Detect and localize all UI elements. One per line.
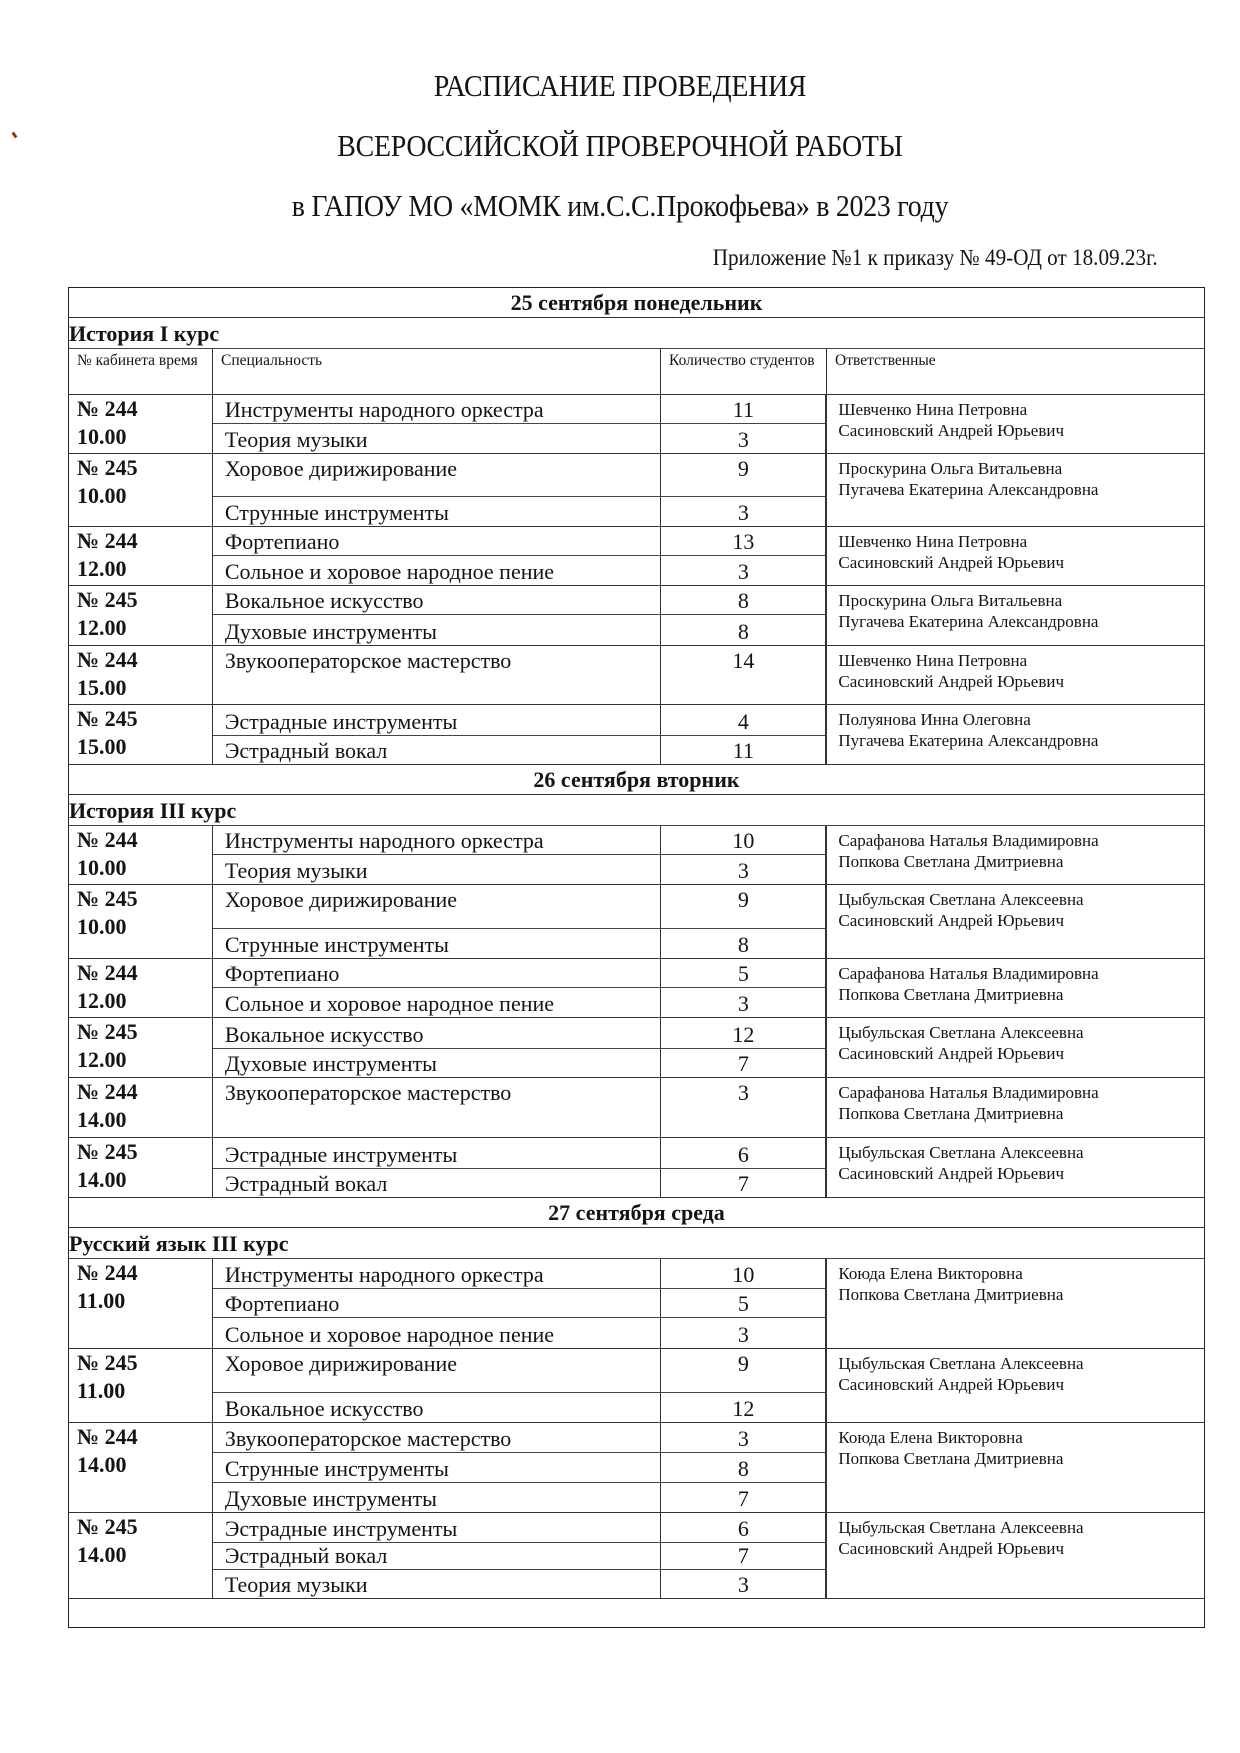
specialty-cell: Теория музыки (213, 424, 661, 453)
table-row (213, 497, 827, 526)
room-number: № 245 (77, 1514, 138, 1539)
room-number: № 245 (77, 1139, 138, 1164)
table-row (213, 1513, 827, 1543)
specialty-cell: Звукооператорское мастерство (213, 646, 661, 704)
responsible-person: Полуянова Инна Олеговна (838, 710, 1031, 729)
specialty-cell: Духовые инструменты (213, 1483, 661, 1512)
exam-time: 12.00 (77, 1047, 127, 1072)
table-row (213, 855, 827, 884)
responsible-cell (825, 646, 1204, 704)
student-count-cell: 3 (661, 424, 827, 453)
responsible-cell (825, 1138, 1204, 1197)
exam-time: 15.00 (77, 734, 127, 759)
student-count-cell: 11 (661, 736, 827, 764)
table-row (213, 736, 827, 764)
room-time-cell (69, 1138, 213, 1197)
schedule-group (69, 454, 1204, 527)
responsible-cell (825, 1259, 1204, 1348)
responsible-person: Цыбульская Светлана Алексеевна (838, 1518, 1084, 1537)
responsible-person: Пугачева Екатерина Александровна (838, 731, 1099, 750)
specialty-cell: Эстрадный вокал (213, 736, 661, 764)
responsible-cell (825, 1078, 1204, 1137)
room-time-cell (69, 826, 213, 884)
column-header-row (69, 349, 1204, 395)
room-time-cell (69, 646, 213, 704)
schedule-group (69, 646, 1204, 705)
specialty-rows (213, 1513, 827, 1598)
student-count-cell: 11 (661, 395, 827, 423)
room-time-cell (69, 586, 213, 645)
responsible-person: Цыбульская Светлана Алексеевна (838, 1023, 1084, 1042)
specialty-cell: Сольное и хоровое народное пение (213, 556, 661, 585)
specialty-cell: Эстрадный вокал (213, 1543, 661, 1569)
exam-subject-header: История I курс (69, 318, 1204, 349)
responsible-person: Попкова Светлана Дмитриевна (838, 1285, 1064, 1304)
schedule-group (69, 1423, 1204, 1513)
responsible-person: Сасиновский Андрей Юрьевич (838, 1375, 1065, 1394)
specialty-cell: Эстрадные инструменты (213, 1513, 661, 1542)
room-time-cell (69, 1078, 213, 1137)
specialty-cell: Теория музыки (213, 1570, 661, 1598)
room-number: № 244 (77, 528, 138, 553)
day-date-header: 25 сентября понедельник (69, 288, 1204, 318)
exam-time: 14.00 (77, 1542, 127, 1567)
schedule-group (69, 1018, 1204, 1078)
room-number: № 244 (77, 1079, 138, 1104)
room-time-cell (69, 1349, 213, 1422)
specialty-rows (213, 959, 827, 1017)
responsible-person: Пугачева Екатерина Александровна (838, 612, 1099, 631)
responsible-person: Сасиновский Андрей Юрьевич (838, 421, 1065, 440)
exam-time: 12.00 (77, 988, 127, 1013)
table-row (213, 705, 827, 736)
responsible-cell (825, 395, 1204, 453)
title-line-3: в ГАПОУ МО «МОМК им.С.С.Прокофьева» в 2023 году (291, 188, 949, 223)
specialty-cell: Хоровое дирижирование (213, 454, 661, 496)
exam-time: 14.00 (77, 1167, 127, 1192)
responsible-person: Сасиновский Андрей Юрьевич (838, 911, 1065, 930)
student-count-cell: 12 (661, 1018, 827, 1048)
responsible-person: Сарафанова Наталья Владимировна (838, 1083, 1099, 1102)
responsible-cell (825, 826, 1204, 884)
student-count-cell: 8 (661, 586, 827, 614)
table-row (213, 615, 827, 645)
room-number: № 245 (77, 1019, 138, 1044)
day-date-header: 26 сентября вторник (69, 765, 1204, 795)
room-number: № 245 (77, 455, 138, 480)
table-row (213, 395, 827, 424)
schedule-group (69, 586, 1204, 646)
schedule-group (69, 1138, 1204, 1198)
specialty-rows (213, 885, 827, 958)
student-count-cell: 3 (661, 497, 827, 526)
exam-time: 10.00 (77, 483, 127, 508)
schedule-group (69, 1259, 1204, 1349)
responsible-person: Цыбульская Светлана Алексеевна (838, 1354, 1084, 1373)
responsible-cell (825, 885, 1204, 958)
specialty-cell: Струнные инструменты (213, 929, 661, 958)
student-count-cell: 7 (661, 1049, 827, 1077)
schedule-group (69, 959, 1204, 1018)
responsible-person: Коюда Елена Викторовна (838, 1264, 1023, 1283)
exam-time: 14.00 (77, 1452, 127, 1477)
responsible-person: Шевченко Нина Петровна (838, 400, 1028, 419)
responsible-cell (825, 1349, 1204, 1422)
exam-time: 10.00 (77, 424, 127, 449)
student-count-cell: 3 (661, 988, 827, 1017)
room-time-cell (69, 527, 213, 585)
specialty-cell: Фортепиано (213, 1289, 661, 1317)
table-row (213, 1078, 827, 1137)
exam-subject-header: История III курс (69, 795, 1204, 826)
room-time-cell (69, 1259, 213, 1348)
specialty-cell: Инструменты народного оркестра (213, 826, 661, 854)
room-number: № 245 (77, 886, 138, 911)
schedule-days (69, 288, 1204, 1599)
specialty-cell: Эстрадные инструменты (213, 705, 661, 735)
schedule-group (69, 395, 1204, 454)
responsible-person: Проскурина Ольга Витальевна (838, 591, 1063, 610)
room-number: № 244 (77, 827, 138, 852)
specialty-rows (213, 527, 827, 585)
specialty-cell: Вокальное искусство (213, 586, 661, 614)
table-row (213, 1138, 827, 1169)
specialty-cell: Вокальное искусство (213, 1393, 661, 1422)
title-line-2: ВСЕРОССИЙСКОЙ ПРОВЕРОЧНОЙ РАБОТЫ (337, 128, 903, 163)
specialty-rows (213, 705, 827, 764)
responsible-person: Шевченко Нина Петровна (838, 532, 1028, 551)
responsible-person: Попкова Светлана Дмитриевна (838, 1449, 1064, 1468)
schedule-group (69, 826, 1204, 885)
room-time-cell (69, 395, 213, 453)
specialty-rows (213, 1078, 827, 1137)
responsible-person: Цыбульская Светлана Алексеевна (838, 890, 1084, 909)
specialty-cell: Фортепиано (213, 527, 661, 555)
student-count-cell: 9 (661, 454, 827, 496)
student-count-cell: 3 (661, 556, 827, 585)
student-count-cell: 7 (661, 1169, 827, 1197)
table-row (213, 527, 827, 556)
room-number: № 244 (77, 1260, 138, 1285)
schedule-group (69, 527, 1204, 586)
specialty-rows (213, 1423, 827, 1512)
table-row (213, 826, 827, 855)
exam-time: 15.00 (77, 675, 127, 700)
specialty-rows (213, 586, 827, 645)
responsible-cell (825, 586, 1204, 645)
table-row (213, 959, 827, 988)
table-row (213, 1349, 827, 1393)
specialty-cell: Сольное и хоровое народное пение (213, 1318, 661, 1348)
student-count-cell: 8 (661, 1453, 827, 1482)
specialty-rows (213, 454, 827, 526)
exam-time: 12.00 (77, 615, 127, 640)
exam-time: 12.00 (77, 556, 127, 581)
student-count-cell: 10 (661, 826, 827, 854)
student-count-cell: 6 (661, 1138, 827, 1168)
table-row (213, 1453, 827, 1483)
table-row (213, 1259, 827, 1289)
specialty-cell: Инструменты народного оркестра (213, 395, 661, 423)
specialty-rows (213, 1138, 827, 1197)
room-number: № 245 (77, 706, 138, 731)
student-count-cell: 8 (661, 615, 827, 645)
specialty-cell: Фортепиано (213, 959, 661, 987)
specialty-rows (213, 1259, 827, 1348)
specialty-rows (213, 395, 827, 453)
responsible-cell (825, 959, 1204, 1017)
table-row (213, 1483, 827, 1512)
specialty-cell: Струнные инструменты (213, 1453, 661, 1482)
specialty-cell: Струнные инструменты (213, 497, 661, 526)
student-count-cell: 7 (661, 1483, 827, 1512)
room-number: № 245 (77, 1350, 138, 1375)
room-time-cell (69, 705, 213, 764)
specialty-cell: Эстрадный вокал (213, 1169, 661, 1197)
exam-subject-header: Русский язык III курс (69, 1228, 1204, 1259)
responsible-cell (825, 1018, 1204, 1077)
specialty-cell: Сольное и хоровое народное пение (213, 988, 661, 1017)
responsible-person: Сасиновский Андрей Юрьевич (838, 1044, 1065, 1063)
student-count-cell: 5 (661, 1289, 827, 1317)
student-count-cell: 3 (661, 1318, 827, 1348)
student-count-cell: 9 (661, 1349, 827, 1392)
room-number: № 244 (77, 960, 138, 985)
responsible-person: Проскурина Ольга Витальевна (838, 459, 1063, 478)
room-time-cell (69, 885, 213, 958)
student-count-cell: 4 (661, 705, 827, 735)
student-count-cell: 12 (661, 1393, 827, 1422)
specialty-cell: Хоровое дирижирование (213, 1349, 661, 1392)
responsible-person: Сасиновский Андрей Юрьевич (838, 1539, 1065, 1558)
schedule-group (69, 1078, 1204, 1138)
responsible-person: Шевченко Нина Петровна (838, 651, 1028, 670)
schedule-group (69, 885, 1204, 959)
table-row (213, 424, 827, 453)
column-header-specialty: Специальность (213, 349, 661, 394)
schedule-group (69, 1349, 1204, 1423)
specialty-rows (213, 1018, 827, 1077)
room-time-cell (69, 1018, 213, 1077)
student-count-cell: 8 (661, 929, 827, 958)
table-row (213, 1289, 827, 1318)
responsible-person: Цыбульская Светлана Алексеевна (838, 1143, 1084, 1162)
responsible-person: Попкова Светлана Дмитриевна (838, 852, 1064, 871)
student-count-cell: 14 (661, 646, 827, 704)
responsible-person: Попкова Светлана Дмитриевна (838, 985, 1064, 1004)
specialty-cell: Хоровое дирижирование (213, 885, 661, 928)
student-count-cell: 10 (661, 1259, 827, 1288)
table-row (213, 586, 827, 615)
responsible-person: Сарафанова Наталья Владимировна (838, 831, 1099, 850)
responsible-cell (825, 1423, 1204, 1512)
day-date-header: 27 сентября среда (69, 1198, 1204, 1228)
specialty-cell: Инструменты народного оркестра (213, 1259, 661, 1288)
specialty-cell: Духовые инструменты (213, 615, 661, 645)
specialty-cell: Звукооператорское мастерство (213, 1078, 661, 1137)
responsible-person: Сарафанова Наталья Владимировна (838, 964, 1099, 983)
student-count-cell: 3 (661, 1423, 827, 1452)
exam-time: 10.00 (77, 914, 127, 939)
table-row (213, 885, 827, 929)
room-time-cell (69, 1423, 213, 1512)
exam-time: 10.00 (77, 855, 127, 880)
student-count-cell: 3 (661, 1570, 827, 1598)
specialty-rows (213, 1349, 827, 1422)
column-header-room-time: № кабинета время (69, 349, 213, 394)
room-time-cell (69, 454, 213, 526)
student-count-cell: 7 (661, 1543, 827, 1569)
exam-time: 11.00 (77, 1288, 126, 1313)
room-number: № 244 (77, 1424, 138, 1449)
specialty-cell: Эстрадные инструменты (213, 1138, 661, 1168)
specialty-cell: Вокальное искусство (213, 1018, 661, 1048)
specialty-rows (213, 646, 827, 704)
student-count-cell: 9 (661, 885, 827, 928)
responsible-person: Сасиновский Андрей Юрьевич (838, 672, 1065, 691)
table-row (213, 1393, 827, 1422)
specialty-rows (213, 826, 827, 884)
table-row (213, 1049, 827, 1077)
schedule-group (69, 705, 1204, 765)
room-time-cell (69, 1513, 213, 1598)
responsible-cell (825, 1513, 1204, 1598)
schedule-table (68, 287, 1205, 1628)
table-row (213, 454, 827, 497)
table-row (213, 1570, 827, 1598)
table-row (213, 556, 827, 585)
schedule-group (69, 1513, 1204, 1599)
student-count-cell: 3 (661, 855, 827, 884)
exam-time: 11.00 (77, 1378, 126, 1403)
responsible-person: Попкова Светлана Дмитриевна (838, 1104, 1064, 1123)
room-number: № 245 (77, 587, 138, 612)
scan-artifact-mark (12, 132, 18, 139)
table-row (213, 1018, 827, 1049)
responsible-person: Пугачева Екатерина Александровна (838, 480, 1099, 499)
responsible-person: Сасиновский Андрей Юрьевич (838, 1164, 1065, 1183)
room-time-cell (69, 959, 213, 1017)
responsible-person: Сасиновский Андрей Юрьевич (838, 553, 1065, 572)
student-count-cell: 5 (661, 959, 827, 987)
room-number: № 244 (77, 647, 138, 672)
column-header-count: Количество студентов (661, 349, 827, 394)
table-row (213, 1543, 827, 1570)
responsible-cell (825, 705, 1204, 764)
table-row (213, 1169, 827, 1197)
table-row (213, 988, 827, 1017)
specialty-cell: Звукооператорское мастерство (213, 1423, 661, 1452)
responsible-cell (825, 454, 1204, 526)
table-row (213, 1423, 827, 1453)
exam-time: 14.00 (77, 1107, 127, 1132)
student-count-cell: 3 (661, 1078, 827, 1137)
title-line-1: РАСПИСАНИЕ ПРОВЕДЕНИЯ (433, 68, 807, 103)
specialty-cell: Теория музыки (213, 855, 661, 884)
responsible-cell (825, 527, 1204, 585)
room-number: № 244 (77, 396, 138, 421)
column-header-responsible: Ответственные (835, 352, 936, 369)
responsible-person: Коюда Елена Викторовна (838, 1428, 1023, 1447)
table-row (213, 929, 827, 958)
table-row (213, 1318, 827, 1348)
student-count-cell: 6 (661, 1513, 827, 1542)
specialty-cell: Духовые инструменты (213, 1049, 661, 1077)
appendix-reference: Приложение №1 к приказу № 49-ОД от 18.09.23г. (713, 245, 1158, 270)
table-empty-row (69, 1599, 1204, 1627)
student-count-cell: 13 (661, 527, 827, 555)
table-row (213, 646, 827, 704)
